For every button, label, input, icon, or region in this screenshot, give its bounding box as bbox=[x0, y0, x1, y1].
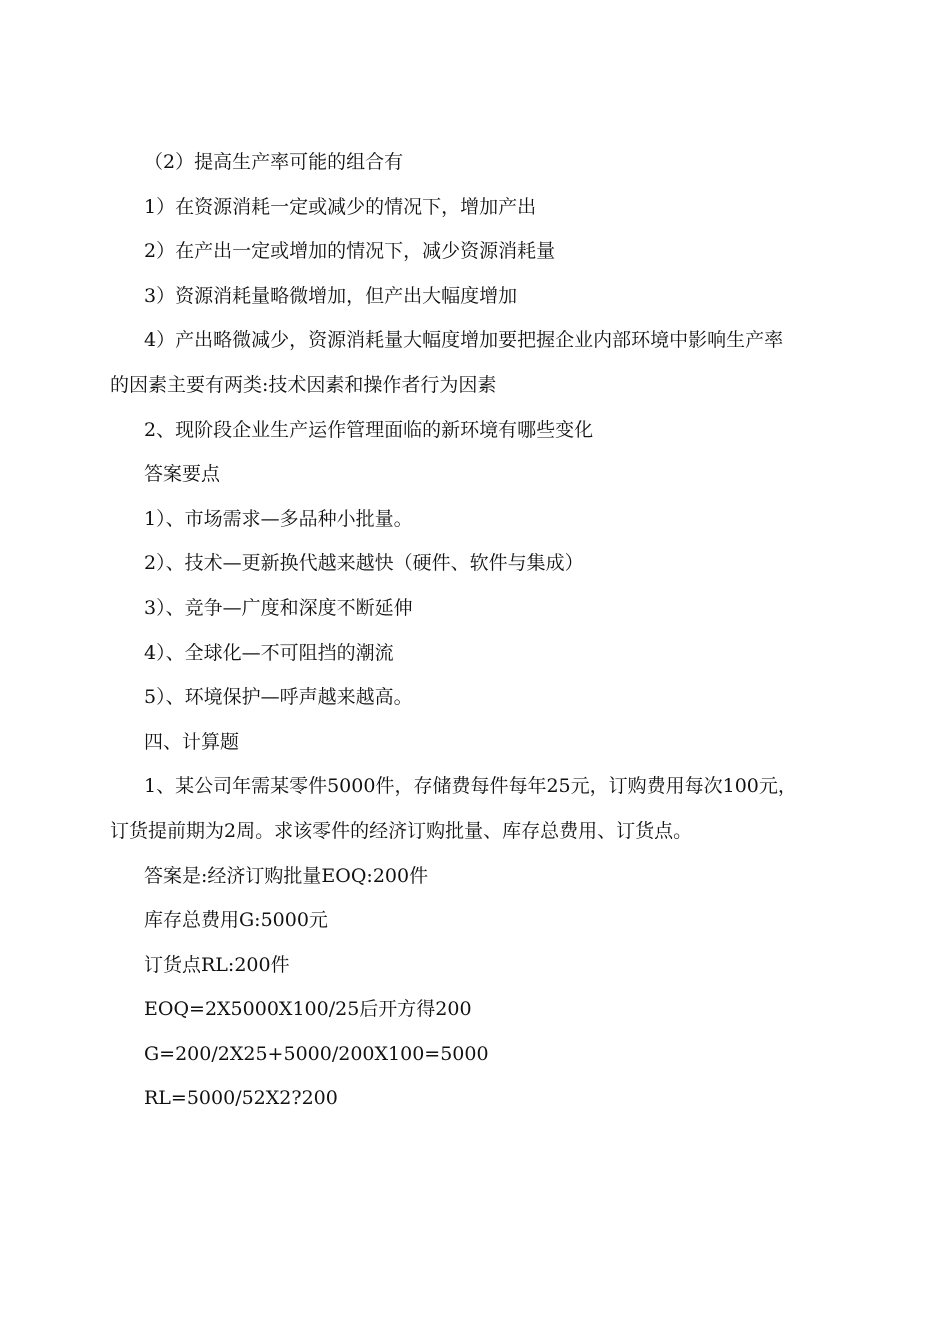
text-line: 的因素主要有两类:技术因素和操作者行为因素 bbox=[110, 373, 497, 396]
text-line: 3）、竞争—广度和深度不断延伸 bbox=[144, 596, 413, 619]
text-line: 答案要点 bbox=[144, 463, 221, 486]
text-line: 四、计算题 bbox=[144, 730, 240, 753]
text-line: 答案是:经济订购批量EOQ:200件 bbox=[144, 864, 429, 887]
text-line: 1）、市场需求—多品种小批量。 bbox=[144, 507, 413, 530]
text-line: 订货提前期为2周。求该零件的经济订购批量、库存总费用、订货点。 bbox=[110, 819, 693, 842]
text-line: 4）、全球化—不可阻挡的潮流 bbox=[144, 641, 394, 664]
text-line: 1）在资源消耗一定或减少的情况下，增加产出 bbox=[144, 195, 537, 218]
text-line: 4）产出略微减少，资源消耗量大幅度增加要把握企业内部环境中影响生产率 bbox=[144, 329, 784, 352]
document-body bbox=[110, 140, 830, 1121]
text-line: EOQ=2X5000X100/25后开方得200 bbox=[144, 998, 472, 1021]
text-line: 5）、环境保护—呼声越来越高。 bbox=[144, 686, 413, 709]
text-line: G=200/2X25+5000/200X100=5000 bbox=[144, 1042, 489, 1065]
text-line: 库存总费用G:5000元 bbox=[144, 909, 328, 932]
text-line: 3）资源消耗量略微增加，但产出大幅度增加 bbox=[144, 284, 518, 307]
text-line: 1、某公司年需某零件5000件，存储费每件每年25元，订购费用每次100元， bbox=[144, 775, 797, 798]
text-line: RL=5000/52X2?200 bbox=[144, 1087, 338, 1110]
text-line: 2）在产出一定或增加的情况下，减少资源消耗量 bbox=[144, 240, 556, 263]
text-line: 2、现阶段企业生产运作管理面临的新环境有哪些变化 bbox=[144, 418, 594, 441]
text-line: （2）提高生产率可能的组合有 bbox=[144, 151, 404, 173]
text-line: 2）、技术—更新换代越来越快（硬件、软件与集成） bbox=[144, 552, 584, 575]
text-line: 订货点RL:200件 bbox=[144, 953, 290, 976]
